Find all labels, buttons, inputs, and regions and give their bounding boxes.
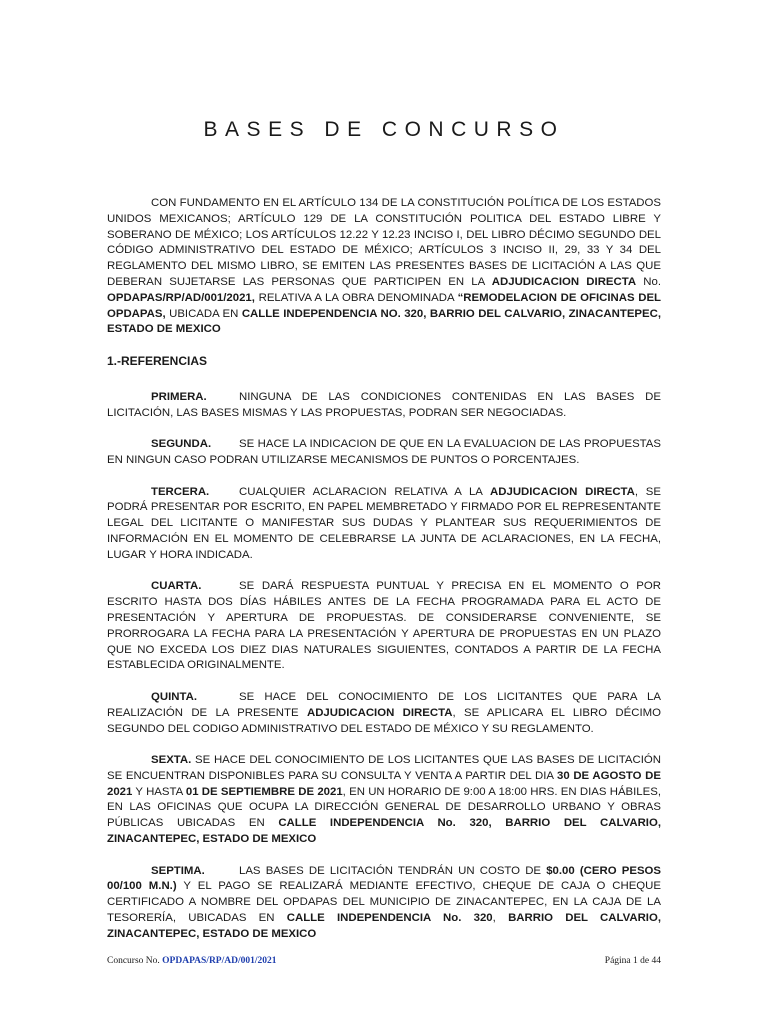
intro-text-3: RELATIVA A LA OBRA DENOMINADA xyxy=(254,291,458,304)
clause-bold: ADJUDICACION DIRECTA xyxy=(490,485,635,498)
clause-text: , SE PODRÁ PRESENTAR POR ESCRITO, EN PAPEL MEMBRETADO Y FIRMADO POR EL REPRESENTANTE LEGAL DEL LICITANTE O MANIFESTAR SUS DUDAS Y PLANTEAR SUS REQUERIMIENTOS DE INFORMACIÓN EN EL MOMENTO DE CELEBRARSE LA JUNTA DE ACLARACIONES, EN LA FECHA, LUGAR Y HORA INDICADA. xyxy=(107,485,661,561)
clause-text: , EN UN HORARIO DE 9:00 A 18:00 HRS. EN DIAS HÁBILES, EN LAS OFICINAS QUE OCUPA LA DIRECCIÓN GENERAL DE DESARROLLO URBANO Y OBRAS PÚBLICAS UBICADAS EN xyxy=(107,785,661,830)
clause-label: SEXTA. xyxy=(151,754,192,767)
clause-text: LAS BASES DE LICITACIÓN TENDRÁN UN COSTO DE xyxy=(239,864,547,877)
clause-text: CUALQUIER ACLARACION RELATIVA A LA xyxy=(239,485,491,498)
intro-paragraph xyxy=(107,196,661,338)
clause-bold: 01 DE SEPTIEMBRE DE 2021 xyxy=(185,785,343,798)
clause-bold: ADJUDICACION DIRECTA xyxy=(306,706,453,719)
intro-text-2: No. xyxy=(636,275,662,288)
clause-text: , xyxy=(492,912,509,925)
clause-text: SE HACE LA INDICACION DE QUE EN LA EVALUACION DE LAS PROPUESTAS EN NINGUN CASO PODRAN UTILIZARSE MECANISMOS DE PUNTOS O PORCENTAJES. xyxy=(107,438,661,466)
intro-text-1: CON FUNDAMENTO EN EL ARTÍCULO 134 DE LA CONSTITUCIÓN POLÍTICA DE LOS ESTADOS UNIDOS MEXICANOS; ARTÍCULO 129 DE LA CONSTITUCIÓN POLITICA DEL ESTADO LIBRE Y SOBERANO DE MÉXICO; LOS ARTÍCULOS 12.22 Y 12.23 INCISO I, DEL LIBRO DÉCIMO SEGUNDO DEL CÓDIGO ADMINISTRATIVO DEL ESTADO DE MÉXICO; ARTÍCULOS 3 INCISO II, 29, 33 Y 34 DEL REGLAMENTO DEL MISMO LIBRO, SE EMITEN LAS PRESENTES BASES DE LICITACIÓN A LAS QUE DEBERAN SUJETARSE LAS PERSONAS QUE PARTICIPEN EN LA xyxy=(107,197,661,288)
intro-bold-3: “REMODELACION DE OFICINAS DEL OPDAPAS, xyxy=(107,291,662,320)
clause-bold: BARRIO DEL CALVARIO, ZINACANTEPEC, ESTADO DE MEXICO xyxy=(107,912,661,940)
clause-bold: 30 DE AGOSTO DE 2021 xyxy=(107,769,662,798)
footer-page-number: Página 1 de 44 xyxy=(604,956,661,966)
page-footer xyxy=(107,956,661,970)
clause-segunda xyxy=(107,437,661,469)
intro-bold-1: ADJUDICACION DIRECTA xyxy=(491,275,637,288)
document-body xyxy=(107,196,661,958)
clause-text: Y HASTA xyxy=(132,785,186,798)
clause-cuarta xyxy=(107,579,661,674)
clause-text: SE HACE DEL CONOCIMIENTO DE LOS LICITANTES QUE LAS BASES DE LICITACIÓN SE ENCUENTRAN DISPONIBLES PARA SU CONSULTA Y VENTA A PARTIR DEL DIA xyxy=(107,754,661,782)
document-title: BASES DE CONCURSO xyxy=(203,118,565,141)
clause-bold: CALLE INDEPENDENCIA No. 320 xyxy=(286,912,493,925)
clause-tercera xyxy=(107,485,661,564)
footer-prefix: Concurso No. xyxy=(107,956,163,966)
footer-code: OPDAPAS/RP/AD/001/2021 xyxy=(162,956,277,966)
clause-primera xyxy=(107,390,661,422)
intro-text-4: UBICADA EN xyxy=(165,307,242,320)
footer-contest-number xyxy=(107,956,277,966)
clause-sexta xyxy=(107,753,661,848)
clause-label: PRIMERA. xyxy=(151,390,207,403)
clause-label: SEPTIMA. xyxy=(151,864,205,877)
clause-label: SEGUNDA. xyxy=(151,438,212,451)
clause-text: NINGUNA DE LAS CONDICIONES CONTENIDAS EN LAS BASES DE LICITACIÓN, LAS BASES MISMAS Y LAS PROPUESTAS, PODRAN SER NEGOCIADAS. xyxy=(107,390,661,419)
clause-bold: CALLE INDEPENDENCIA No. 320, BARRIO DEL CALVARIO, ZINACANTEPEC, ESTADO DE MEXICO xyxy=(107,817,661,846)
clause-label: TERCERA. xyxy=(151,485,210,498)
clause-label: CUARTA. xyxy=(151,580,202,593)
clause-label: QUINTA. xyxy=(151,690,197,703)
section-heading: 1.-REFERENCIAS xyxy=(107,353,208,368)
clause-text: Y EL PAGO SE REALIZARÁ MEDIANTE EFECTIVO, CHEQUE DE CAJA O CHEQUE CERTIFICADO A NOMBRE DEL OPDAPAS DEL MUNICIPIO DE ZINACANTEPEC, EN LA CAJA DE LA TESORERÍA, UBICADAS EN xyxy=(107,880,661,925)
intro-bold-4: CALLE INDEPENDENCIA NO. 320, BARRIO DEL CALVARIO, ZINACANTEPEC, ESTADO DE MEXICO xyxy=(107,307,661,336)
clause-quinta xyxy=(107,690,661,737)
clause-text: SE DARÁ RESPUESTA PUNTUAL Y PRECISA EN EL MOMENTO O POR ESCRITO HASTA DOS DÍAS HÁBILES ANTES DE LA FECHA PROGRAMADA PARA EL ACTO DE PRESENTACIÓN Y APERTURA DE PROPUESTAS. DE CONSIDERARSE CONVENIENTE, SE PRORROGARA LA FECHA PARA LA PRESENTACIÓN Y APERTURA DE PROPUESTAS EN UN PLAZO QUE NO EXCEDA LOS DIEZ DIAS NATURALES SIGUIENTES, CONTADOS A PARTIR DE LA FECHA ESTABLECIDA ORIGINALMENTE. xyxy=(107,580,661,672)
intro-bold-2: OPDAPAS/RP/AD/001/2021, xyxy=(107,291,255,304)
clause-text: , SE APLICARA EL LIBRO DÉCIMO SEGUNDO DEL CODIGO ADMINISTRATIVO DEL ESTADO DE MÉXICO Y SU REGLAMENTO. xyxy=(107,706,661,735)
clause-text: SE HACE DEL CONOCIMIENTO DE LOS LICITANTES QUE PARA LA REALIZACIÓN DE LA PRESENTE xyxy=(107,690,661,719)
clause-septima xyxy=(107,864,661,943)
clause-bold: $0.00 (CERO PESOS 00/100 M.N.) xyxy=(107,864,661,893)
